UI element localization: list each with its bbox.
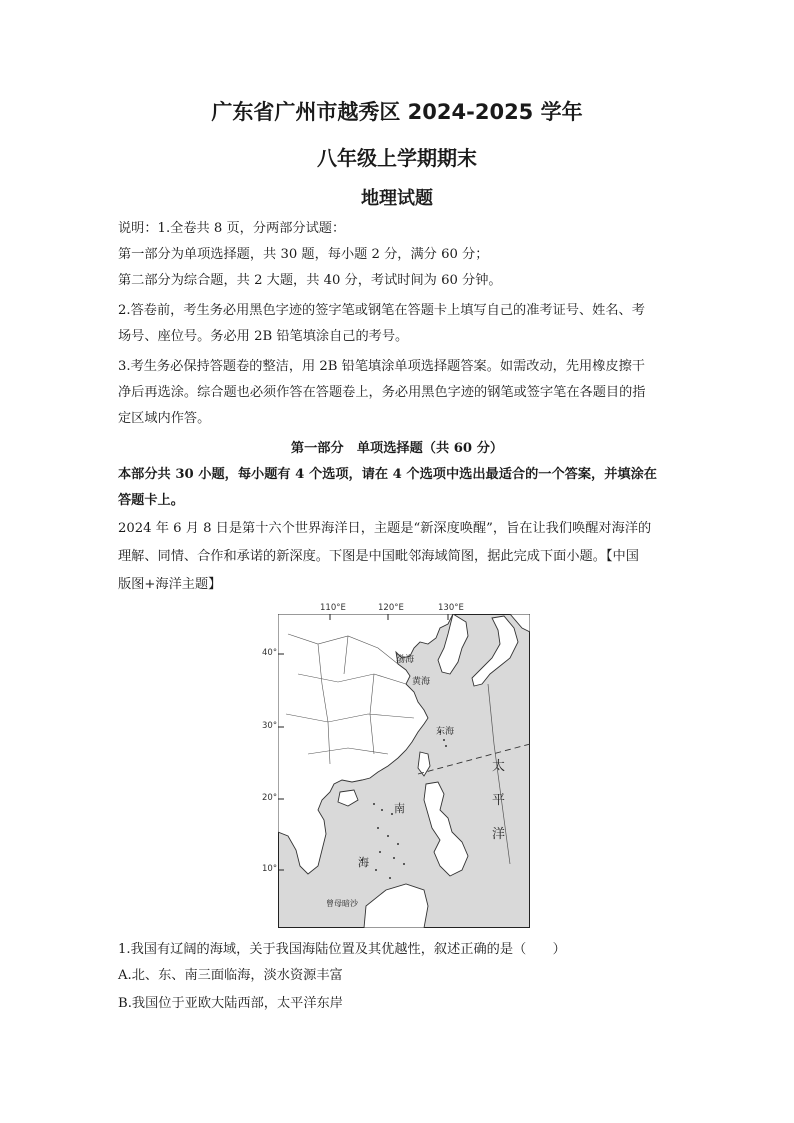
instruction-line: 净后再选涂。综合题也必须作答在答题卷上，务必用黑色字迹的钢笔或签字笔在各题目的指 [118, 385, 646, 400]
passage-line: 理解、同情、合作和承诺的新深度。下图是中国毗邻海域简图，据此完成下面小题。【中国 [118, 549, 639, 564]
latitude-label: 40° [262, 648, 278, 658]
china-adjacent-seas-map [278, 614, 530, 928]
instruction-line: 第二部分为综合题，共 2 大题，共 40 分，考试时间为 60 分钟。 [118, 273, 502, 288]
instruction-line: 场号、座位号。务必用 2B 铅笔填涂自己的考号。 [118, 329, 409, 344]
place-label-zengmu: 曾母暗沙 [326, 899, 358, 908]
section-description: 本部分共 30 小题，每小题有 4 个选项，请在 4 个选项中选出最适合的一个答案，并填涂在 [118, 467, 657, 482]
longitude-label: 130°E [438, 603, 464, 613]
instruction-line: 第一部分为单项选择题，共 30 题，每小题 2 分，满分 60 分； [118, 247, 489, 262]
exam-title-line1: 广东省广州市越秀区 2024-2025 学年 [211, 100, 583, 124]
sea-label-nan: 南 [394, 802, 405, 815]
question-stem: 1.我国有辽阔的海域，关于我国海陆位置及其优越性，叙述正确的是（ ） [118, 942, 566, 957]
exam-title-line2: 八年级上学期期末 [317, 146, 477, 170]
latitude-label: 10° [262, 864, 278, 874]
exam-title-line3: 地理试题 [361, 188, 433, 209]
section-heading: 第一部分 单项选择题（共 60 分） [290, 441, 504, 456]
longitude-label: 120°E [378, 603, 404, 613]
instruction-line: 3.考生务必保持答题卷的整洁，用 2B 铅笔填涂单项选择题答案。如需改动，先用橡皮擦干 [118, 359, 645, 374]
latitude-label: 30° [262, 721, 278, 731]
ocean-label-ping: 平 [492, 793, 506, 808]
instruction-line: 2.答卷前，考生务必用黑色字迹的签字笔或钢笔在答题卡上填写自己的准考证号、姓名、考 [118, 303, 645, 318]
sea-label-huanghai: 黄海 [412, 677, 431, 687]
sea-label-hai: 海 [358, 856, 369, 869]
passage-line: 版图+海洋主题】 [118, 577, 222, 592]
sea-label-bohai: 渤海 [396, 655, 415, 665]
passage-line: 2024 年 6 月 8 日是第十六个世界海洋日，主题是“新深度唤醒”，旨在让我们唤醒对海洋的 [118, 521, 652, 536]
longitude-label: 110°E [320, 603, 346, 613]
instruction-line: 说明：1.全卷共 8 页，分两部分试题： [118, 221, 346, 236]
latitude-label: 20° [262, 793, 278, 803]
ocean-label-tai: 太 [492, 759, 506, 774]
ocean-label-yang: 洋 [492, 827, 506, 842]
section-description: 答题卡上。 [118, 493, 184, 508]
question-option[interactable]: A.北、东、南三面临海，淡水资源丰富 [118, 968, 343, 983]
question-option[interactable]: B.我国位于亚欧大陆西部，太平洋东岸 [118, 996, 343, 1011]
sea-label-donghai: 东海 [436, 727, 455, 737]
instruction-line: 定区域内作答。 [118, 411, 211, 426]
